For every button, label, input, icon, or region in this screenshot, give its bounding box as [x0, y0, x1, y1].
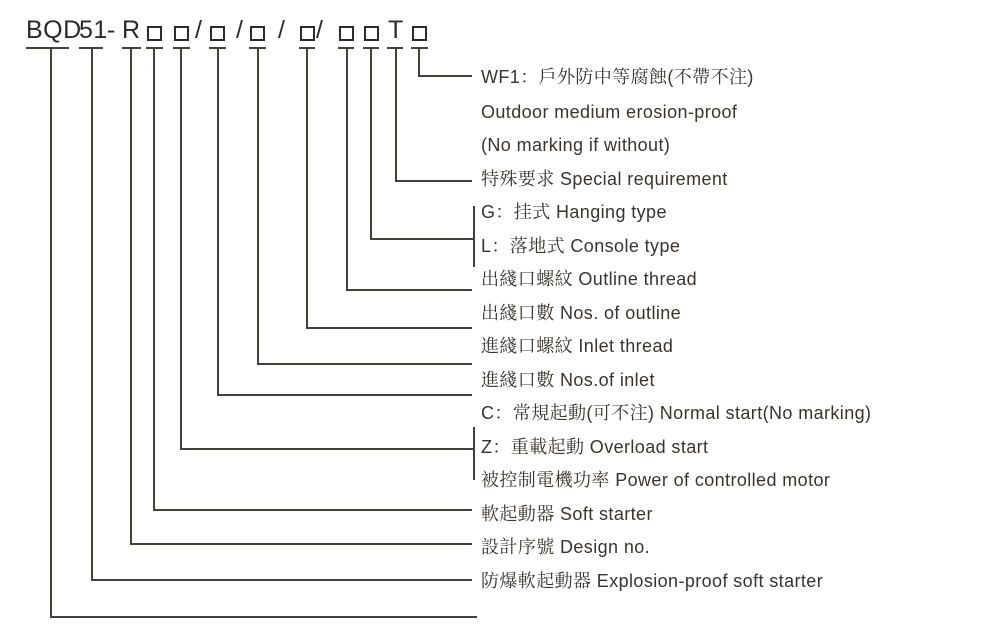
- model-box-6: [339, 26, 354, 41]
- label-design-no: 設計序號 Design no.: [481, 537, 651, 557]
- label-inlet-thread: 進綫口螺紋 Inlet thread: [481, 336, 674, 356]
- underline-bqd: [26, 47, 69, 49]
- model-box-3: [210, 26, 225, 41]
- model-box-1: [147, 26, 162, 41]
- leader-vertical-51: [91, 48, 93, 581]
- leader-horizontal-gl-bracket: [370, 238, 475, 240]
- leader-horizontal-design-no: [130, 543, 472, 545]
- label-normal-start: C：常規起動(可不注) Normal start(No marking): [481, 403, 872, 423]
- leader-horizontal-wf1: [418, 75, 472, 77]
- label-explosion-proof: 防爆軟起動器 Explosion-proof soft starter: [481, 571, 824, 591]
- leader-horizontal-soft-starter: [153, 509, 472, 511]
- bracket-start-type: [473, 427, 475, 480]
- model-box-4: [250, 26, 265, 41]
- model-token-slash: /: [278, 16, 286, 44]
- model-box-5: [300, 26, 315, 41]
- label-inlet-nos: 進綫口數 Nos.of inlet: [481, 370, 655, 390]
- leader-vertical-box2: [180, 48, 182, 450]
- model-box-7: [364, 26, 379, 41]
- model-token-slash: /: [316, 16, 324, 44]
- leader-vertical-r: [130, 48, 132, 545]
- leader-horizontal-special: [395, 180, 472, 182]
- label-soft-starter: 軟起動器 Soft starter: [481, 504, 653, 524]
- model-box-2: [174, 26, 189, 41]
- model-token-slash: /: [195, 16, 203, 44]
- leader-horizontal-outline-thread: [346, 289, 472, 291]
- model-token-bqd: BQD: [26, 16, 82, 44]
- leader-horizontal-bottom: [50, 616, 477, 618]
- label-outline-thread: 出綫口螺紋 Outline thread: [481, 269, 698, 289]
- model-token-51: 51: [79, 16, 108, 44]
- leader-horizontal-inlet-nos: [217, 394, 472, 396]
- leader-vertical-box7: [370, 48, 372, 240]
- model-box-8: [412, 26, 427, 41]
- leader-vertical-box4: [257, 48, 259, 365]
- label-erosion-english: Outdoor medium erosion-proof: [481, 102, 738, 122]
- leader-vertical-box5: [306, 48, 308, 329]
- model-token-t: T: [388, 16, 404, 44]
- model-token-r: R: [122, 16, 141, 44]
- label-special-requirement: 特殊要求 Special requirement: [481, 169, 728, 189]
- label-console-type: L：落地式 Console type: [481, 236, 681, 256]
- leader-vertical-box8: [418, 48, 420, 77]
- label-outline-nos: 出綫口數 Nos. of outline: [481, 303, 682, 323]
- leader-vertical-box1: [153, 48, 155, 511]
- leader-horizontal-cz-bracket: [180, 448, 475, 450]
- label-wf1-erosion: WF1：戶外防中等腐蝕(不帶不注): [481, 67, 754, 87]
- label-motor-power: 被控制電機功率 Power of controlled motor: [481, 470, 831, 490]
- bracket-hanging-console: [473, 206, 475, 267]
- model-token-slash: /: [236, 16, 244, 44]
- leader-vertical-box6: [346, 48, 348, 291]
- leader-horizontal-outline-nos: [306, 327, 472, 329]
- label-overload-start: Z：重載起動 Overload start: [481, 437, 709, 457]
- label-hanging-type: G：挂式 Hanging type: [481, 202, 667, 222]
- leader-vertical-box3: [217, 48, 219, 396]
- leader-vertical-t: [395, 48, 397, 182]
- leader-horizontal-explosion: [91, 579, 472, 581]
- model-token-dash: -: [107, 16, 116, 44]
- label-no-marking: (No marking if without): [481, 135, 671, 155]
- leader-horizontal-inlet-thread: [257, 363, 472, 365]
- leader-vertical-bqd: [50, 48, 52, 618]
